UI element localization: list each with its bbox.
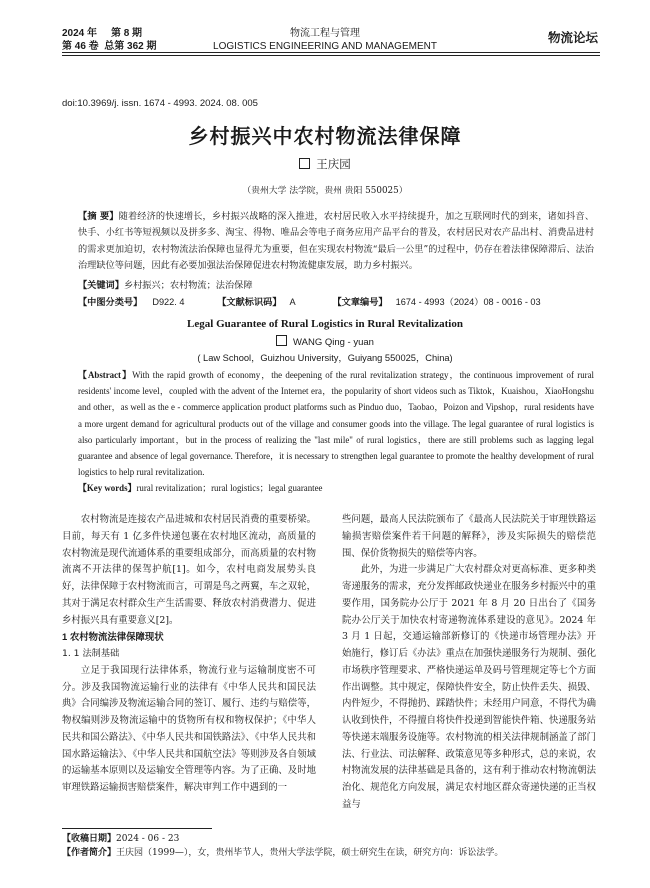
footnote-rule	[62, 828, 212, 829]
abstract-en	[78, 367, 594, 480]
abstract-en-text: With the rapid growth of economy，the deepening of the rural revitalization strategy，the continuous improvement of rural residents' income level，coupled with the advent of the Internet era，the popularity of short videos such as Tiktok，Kuaishou，XiaoHongshu and other，as well as the e - commerce application product platforms such as Pinduo duo，Taobao，Poizon and Vipshop，rural residents have a more urgent demand for agricultural products out of the village and consumer goods into the village. The legal guarantee of rural logistics is also particularly important，but in the process of realizing the "last mile" of rural logistics，there are still problems such as lagging legal guarantee and absence of legal governance. Therefore，it is necessary to strengthen legal guarantee to promote the healthy development of rural logistics to help rural revitalization.	[78, 370, 594, 478]
abstract-cn	[78, 209, 594, 274]
doi: doi:10.3969/j. issn. 1674 - 4993. 2024. 08. 005	[62, 98, 258, 109]
section-heading-1: 1 农村物流法律保障现状	[62, 631, 164, 643]
body-column-left	[62, 512, 316, 797]
author-marker-icon	[299, 158, 310, 169]
journal-name-cn: 物流工程与管理	[290, 28, 360, 39]
volume: 第 46 卷	[62, 41, 99, 52]
author-en-marker-icon	[276, 335, 287, 346]
article-title-en: Legal Guarantee of Rural Logistics in Rural Revitalization	[187, 318, 463, 330]
article-title-cn: 乡村振兴中农村物流法律保障	[188, 124, 462, 148]
author-bio: 【作者简介】王庆园（1999—），女，贵州毕节人，贵州大学法学院，硕士研究生在读，研究方向：诉讼法学。	[62, 848, 504, 858]
keywords-en-label: 【Key words】	[78, 483, 137, 493]
abstract-cn-label: 【摘 要】	[78, 211, 119, 222]
keywords-cn-text: 乡村振兴；农村物流；法治保障	[123, 280, 253, 291]
classification-line	[78, 294, 598, 308]
footnotes	[62, 832, 602, 860]
abstract-en-label: 【Abstract】	[78, 370, 133, 380]
year: 2024 年	[62, 28, 98, 39]
body-paragraph: 立足于我国现行法律体系，物流行业与运输制度密不可分。涉及我国物流运输行业的法律有《中华人民共和国民法典》合同编涉及物流运输合同的签订、履行、违约与赔偿等，物权编则涉及物流运输中的货物所有权和物权保护；《中华人民共和国公路法》、《中华人民共和国铁路法》、《中华人民共和国水路运输法》、《中华人民共和国航空法》等则涉及各自领域的运输基本原则以及运输安全管理等内容。为了正确、及时地审理铁路运输损害赔偿案件，解决审判工作中遇到的一	[62, 664, 316, 793]
header-rule-thin	[62, 55, 600, 56]
clc-code: D922. 4	[152, 297, 185, 307]
total-issue: 总第 362 期	[104, 41, 157, 52]
article-no-label: 【文章编号】	[332, 297, 388, 308]
keywords-cn-label: 【关键词】	[78, 280, 124, 291]
keywords-en	[78, 480, 594, 496]
affiliation-en: ( Law School，Guizhou University，Guiyang 550025，China)	[197, 353, 453, 363]
affiliation-cn: （贵州大学 法学院，贵州 贵阳 550025）	[242, 186, 408, 196]
doc-code: A	[289, 297, 296, 307]
journal-name-en: LOGISTICS ENGINEERING AND MANAGEMENT	[213, 41, 437, 52]
header-rule	[62, 52, 600, 53]
body-paragraph: 些问题，最高人民法院颁布了《最高人民法院关于审理铁路运输损害赔偿案件若干问题的解释》，涉及实际损失的赔偿范围、保价货物损失的赔偿等内容。	[342, 514, 596, 559]
keywords-en-text: rural revitalization；rural logistics；legal guarantee	[136, 483, 323, 493]
article-no: 1674 - 4993（2024）08 - 0016 - 03	[395, 297, 541, 307]
body-paragraph: 农村物流是连接农产品进城和农村居民消费的重要桥梁。目前，每天有 1 亿多件快递包裹在农村地区流动，高质量的农村物流是现代流通体系的重要组成部分，而高质量的农村物流离不开法律的保驾护航[1]。如今，农村电商发展势头良好，法律保障于农村物流而言，可谓是鸟之两翼，车之双轮，其对于满足农村群众生产生活需要、释放农村消费潜力、促进乡村振兴具有重要意义[2]。	[62, 514, 316, 626]
section-label: 物流论坛	[547, 31, 598, 45]
subsection-heading-1-1: 1. 1 法制基础	[62, 648, 120, 659]
received-date: 【收稿日期】2024 - 06 - 23	[62, 834, 180, 844]
keywords-cn	[78, 277, 253, 291]
author-cn: 王庆园	[0, 156, 650, 172]
doc-code-label: 【文献标识码】	[217, 297, 282, 308]
clc-label: 【中图分类号】	[78, 297, 143, 308]
body-column-right	[342, 512, 596, 814]
abstract-cn-text: 随着经济的快速增长，乡村振兴战略的深入推进，农村居民收入水平持续提升，加之互联网时代的到来，诸如抖音、快手、小红书等短视频以及拼多多、淘宝、得物、唯品会等电子商务应用产品平台的普及，农村居民对农产品出村、消费品进村的需求更加迫切，农村物流法治保障也显得尤为重要，但在实现农村物流“最后一公里”的过程中，仍存在着法律保障滞后、法治治理缺位等问题，因此有必要加强法治保障促进农村物流健康发展，助力乡村振兴。	[78, 211, 595, 271]
body-paragraph: 此外，为进一步满足广大农村群众对更高标准、更多种类寄递服务的需求，充分发挥邮政快递业在服务乡村振兴中的重要作用，国务院办公厅于 2021 年 8 月 20 日出台了《国务院办公厅关于加快农村寄递物流体系建设的意见》。2024 年 3 月 1 日起，交通运输部新修订的《快递市场管理办法》开始施行，修订后《办法》重点在加强快递服务行为规制、强化市场秩序管理要求、严格快递运单及码号管理规定等七个方面作出调整。其中规定，保障快件安全，防止快件丢失、损毁、内件短少，不得抛扔、踩踏快件；未经用户同意，不得代为确认收到快件，不得擅自将快件投递到智能快件箱、快递服务站等快递末端服务设施等。农村物流的相关法律规制涵盖了部门法、行业法、司法解释、政策意见等多种形式，总的来说，农村物流发展的法律基础是具备的，这有利于推动农村物流朝法治化、规范化方向发展，满足农村地区群众寄递快递的正当权益与	[342, 564, 596, 810]
issue: 第 8 期	[110, 28, 143, 39]
author-en: WANG Qing - yuan	[0, 335, 650, 348]
